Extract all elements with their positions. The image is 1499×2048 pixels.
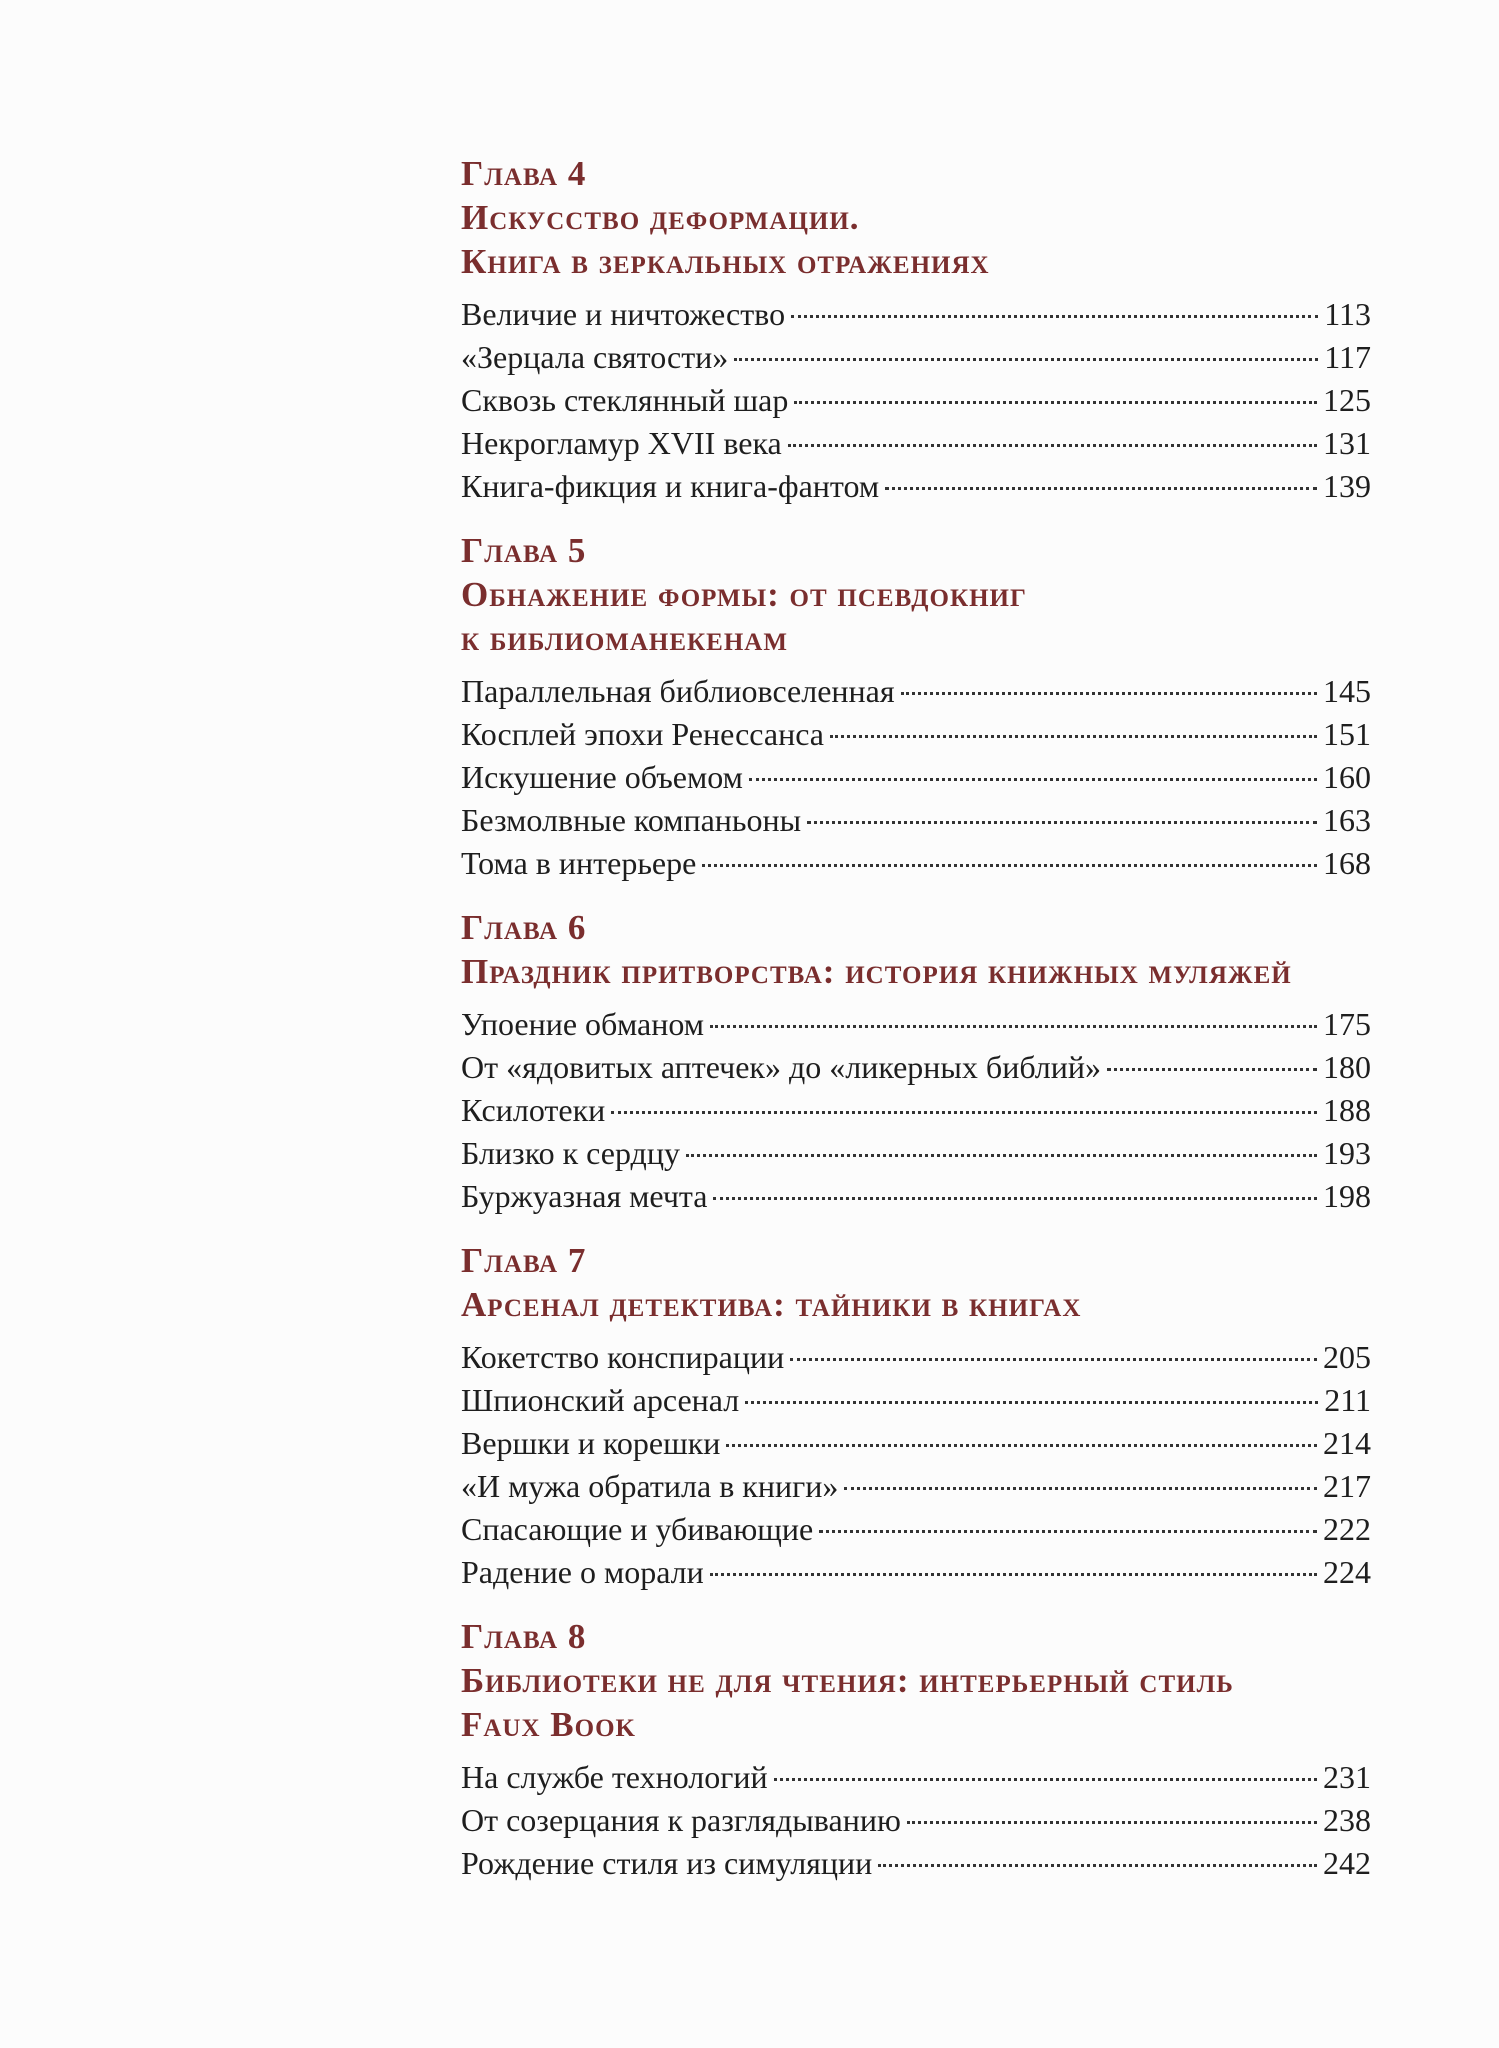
toc-entry-page-number: 193 [1323,1135,1371,1171]
dot-leader [611,1111,1317,1114]
dot-leader [734,358,1318,361]
dot-leader [710,1573,1317,1576]
chapter-section [461,152,1371,511]
toc-entry[interactable] [461,1425,1371,1468]
toc-entry-title: Спасающие и убивающие [461,1511,814,1547]
dot-leader [710,1025,1317,1028]
toc-entry[interactable] [461,1092,1371,1135]
toc-entry[interactable] [461,1178,1371,1221]
chapter-label: Глава 6 [461,908,587,947]
toc-entry[interactable] [461,1049,1371,1092]
toc-entry-title: Косплей эпохи Ренессанса [461,716,824,752]
chapter-title-line: Faux Book [461,1705,636,1744]
dot-leader [686,1154,1317,1157]
toc-entry[interactable] [461,1135,1371,1178]
toc-entry[interactable] [461,1006,1371,1049]
toc-entry-page-number: 139 [1323,468,1371,504]
dot-leader [885,487,1317,490]
toc-entry-page-number: 214 [1323,1425,1371,1461]
toc-entry[interactable] [461,339,1371,382]
toc-entry[interactable] [461,1845,1371,1888]
toc-entry-title: «Зерцала святости» [461,339,729,375]
toc-entry-page-number: 168 [1323,845,1371,881]
chapter-label: Глава 4 [461,154,587,193]
toc-entry-title: Вершки и корешки [461,1425,721,1461]
toc-entry-page-number: 222 [1323,1511,1371,1547]
chapter-title-line: Обнажение формы: от псевдокниг [461,575,1027,614]
toc-entry-page-number: 198 [1323,1178,1371,1214]
dot-leader [726,1444,1317,1447]
toc-entry-title: «И мужа обратила в книги» [461,1468,839,1504]
toc-entry[interactable] [461,673,1371,716]
toc-entry-page-number: 175 [1323,1006,1371,1042]
toc-entry[interactable] [461,1802,1371,1845]
dot-leader [878,1864,1317,1867]
chapter-label: Глава 8 [461,1617,587,1656]
chapter-title [461,1659,1371,1747]
toc-entry-page-number: 151 [1323,716,1371,752]
toc-entry-page-number: 231 [1323,1759,1371,1795]
dot-leader [907,1821,1317,1824]
toc-entry-page-number: 125 [1323,382,1371,418]
toc-entry-title: Близко к сердцу [461,1135,680,1171]
toc-entry[interactable] [461,382,1371,425]
toc-entry-title: Рождение стиля из симуляции [461,1845,873,1881]
toc-entry-title: Кокетство конспирации [461,1339,785,1375]
toc-entry-page-number: 242 [1323,1845,1371,1881]
chapter-section [461,529,1371,888]
chapter-title [461,950,1371,994]
dot-leader [790,1358,1317,1361]
chapter-title [461,196,1371,284]
toc-entry-title: Упоение обманом [461,1006,704,1042]
toc-entry[interactable] [461,716,1371,759]
toc-entry[interactable] [461,1554,1371,1597]
dot-leader [702,864,1317,867]
dot-leader [1107,1068,1317,1071]
toc-entry[interactable] [461,425,1371,468]
dot-leader [749,778,1317,781]
toc-entry-page-number: 163 [1323,802,1371,838]
chapter-title-line: Арсенал детектива: тайники в книгах [461,1285,1082,1324]
toc-entry-page-number: 238 [1323,1802,1371,1838]
toc-entry-title: На службе технологий [461,1759,768,1795]
toc-entry-page-number: 117 [1324,339,1371,375]
toc-entry-title: Величие и ничтожество [461,296,786,332]
toc-entry-page-number: 188 [1323,1092,1371,1128]
toc-entry-page-number: 217 [1323,1468,1371,1504]
toc-entry-page-number: 211 [1324,1382,1371,1418]
dot-leader [830,735,1317,738]
toc-entry[interactable] [461,845,1371,888]
dot-leader [788,444,1317,447]
toc-entry-title: Шпионский арсенал [461,1382,740,1418]
dot-leader [794,401,1317,404]
toc-entry[interactable] [461,296,1371,339]
toc-entry-title: Ксилотеки [461,1092,606,1128]
dot-leader [901,692,1317,695]
toc-entry-title: Некрогламур XVII века [461,425,782,461]
toc-entry-page-number: 131 [1323,425,1371,461]
toc-entry-title: Искушение объемом [461,759,743,795]
toc-entry-title: От созерцания к разглядыванию [461,1802,901,1838]
chapter-section [461,906,1371,1221]
chapter-title [461,1283,1371,1327]
toc-entry-title: Книга-фикция и книга-фантом [461,468,880,504]
toc-entry[interactable] [461,1382,1371,1425]
dot-leader [819,1530,1317,1533]
toc-entry[interactable] [461,802,1371,845]
chapter-label: Глава 5 [461,531,587,570]
dot-leader [774,1778,1317,1781]
chapter-title-line: Праздник притворства: история книжных муляжей [461,952,1292,991]
toc-entry-title: От «ядовитых аптечек» до «ликерных библий» [461,1049,1102,1085]
chapter-title [461,573,1371,661]
toc-entry[interactable] [461,1511,1371,1554]
toc-entry-page-number: 180 [1323,1049,1371,1085]
dot-leader [807,821,1317,824]
toc-entry-page-number: 145 [1323,673,1371,709]
chapter-section [461,1615,1371,1888]
toc-entry-title: Радение о морали [461,1554,704,1590]
toc-entry[interactable] [461,1759,1371,1802]
dot-leader [844,1487,1317,1490]
toc-entry-page-number: 160 [1323,759,1371,795]
chapter-title-line: Книга в зеркальных отражениях [461,242,990,281]
dot-leader [713,1197,1317,1200]
toc-entry-page-number: 224 [1323,1554,1371,1590]
toc-entry-title: Сквозь стеклянный шар [461,382,789,418]
toc-entry-title: Параллельная библиовселенная [461,673,895,709]
chapter-label: Глава 7 [461,1241,587,1280]
dot-leader [745,1401,1318,1404]
chapter-title-line: Искусство деформации. [461,198,860,237]
toc-entry-page-number: 205 [1323,1339,1371,1375]
chapter-title-line: Библиотеки не для чтения: интерьерный стиль [461,1661,1234,1700]
toc-entry[interactable] [461,759,1371,802]
toc-entry-title: Буржуазная мечта [461,1178,708,1214]
toc-entry-title: Безмолвные компаньоны [461,802,802,838]
table-of-contents [461,152,1371,1906]
toc-entry-title: Тома в интерьере [461,845,697,881]
dot-leader [791,315,1318,318]
toc-entry[interactable] [461,1339,1371,1382]
chapter-section [461,1239,1371,1597]
toc-entry-page-number: 113 [1324,296,1371,332]
toc-entry[interactable] [461,468,1371,511]
toc-entry[interactable] [461,1468,1371,1511]
chapter-title-line: к библиоманекенам [461,619,788,658]
